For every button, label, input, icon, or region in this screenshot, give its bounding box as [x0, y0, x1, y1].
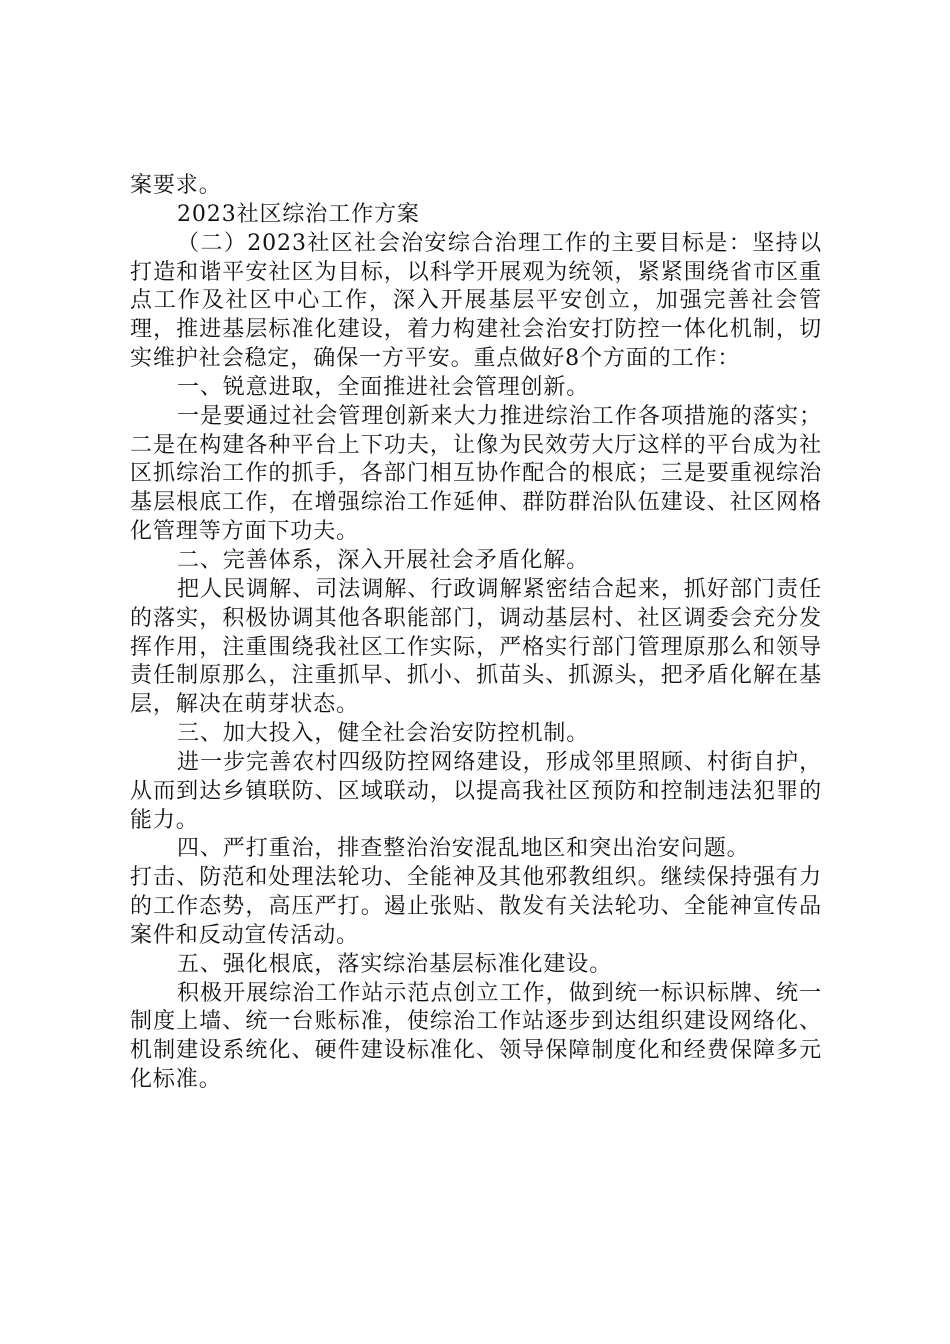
section-heading-1: 一、锐意进取，全面推进社会管理创新。	[177, 374, 590, 400]
section-body-5: 积极开展综治工作站示范点创立工作，做到统一标识标牌、统一制度上墙、统一台账标准，使综治工作站逐步到达组织建设网络化、机制建设系统化、硬件建设标准化、领导保障制度化和经费保障多元化标准。	[130, 980, 822, 1093]
section-body-3: 进一步完善农村四级防控网络建设，形成邻里照顾、村街自护，从而到达乡镇联防、区域联动，以提高我社区预防和控制违法犯罪的能力。	[130, 749, 822, 833]
document-page	[130, 172, 822, 1095]
section-heading-4: 四、严打重治，排查整治治安混乱地区和突出治安问题。	[177, 836, 750, 862]
section-body-2: 把人民调解、司法调解、行政调解紧密结合起来，抓好部门责任的落实，积极协调其他各职能部门，调动基层村、社区调委会充分发挥作用，注重围绕我社区工作实际，严格实行部门管理原那么和领导责任制原那么，注重抓早、抓小、抓苗头、抓源头，把矛盾化解在基层，解决在萌芽状态。	[130, 576, 822, 718]
goal-paragraph: （二）2023社区社会治安综合治理工作的主要目标是：坚持以打造和谐平安社区为目标，以科学开展观为统领，紧紧围绕省市区重点工作及社区中心工作，深入开展基层平安创立，加强完善社会管理，推进基层标准化建设，着力构建社会治安打防控一体化机制，切实维护社会稳定，确保一方平安。重点做好8个方面的工作：	[130, 230, 822, 372]
section-body-4: 打击、防范和处理法轮功、全能神及其他邪教组织。继续保持强有力的工作态势，高压严打。遏止张贴、散发有关法轮功、全能神宣传品案件和反动宣传活动。	[130, 865, 822, 948]
section-heading-5: 五、强化根底，落实综治基层标准化建设。	[177, 951, 613, 977]
section-heading-3: 三、加大投入，健全社会治安防控机制。	[177, 721, 590, 747]
continuation-text: 案要求。	[130, 173, 222, 198]
section-body-1: 一是要通过社会管理创新来大力推进综治工作各项措施的落实；二是在构建各种平台上下功夫，让像为民效劳大厅这样的平台成为社区抓综治工作的抓手，各部门相互协作配合的根底；三是要重视综治基层根底工作，在增强综治工作延伸、群防群治队伍建设、社区网格化管理等方面下功夫。	[130, 403, 822, 545]
document-title: 2023社区综治工作方案	[177, 201, 420, 227]
section-heading-2: 二、完善体系，深入开展社会矛盾化解。	[177, 547, 590, 573]
